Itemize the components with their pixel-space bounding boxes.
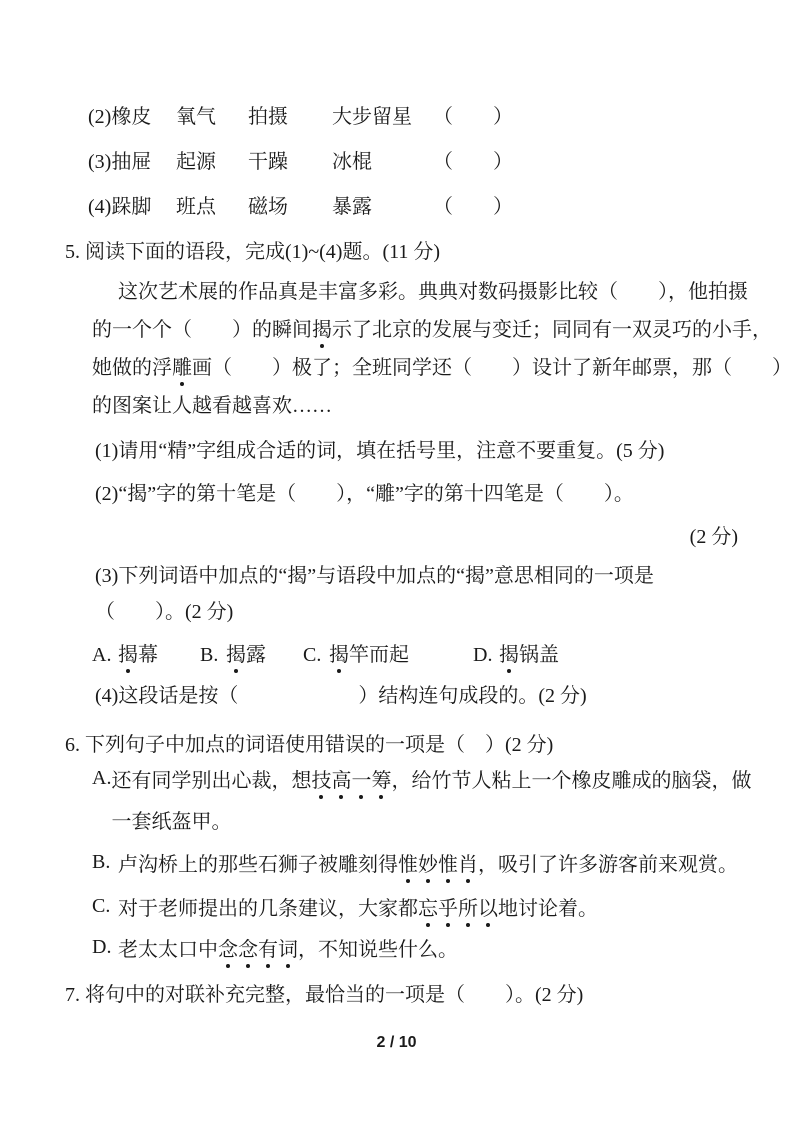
word: 起源 <box>176 151 216 173</box>
option-text: 卢沟桥上的那些石狮子被雕刻得 <box>118 854 398 876</box>
q5-passage-line-2 <box>92 316 772 344</box>
word: 橡皮 <box>111 106 152 128</box>
word: 冰棍 <box>332 151 372 173</box>
passage-text: 示了北京的发展与变迁；同同有一双灵巧的小手， <box>332 319 772 341</box>
word: 跺脚 <box>111 196 152 218</box>
option-label: A. <box>92 644 112 666</box>
emphasized-char: 揭 <box>226 644 246 666</box>
word: 抽屉 <box>111 151 152 173</box>
word-row-label-and-word <box>88 103 176 131</box>
word: 暴露 <box>332 196 372 218</box>
option-text: ，不知说些什么。 <box>298 939 458 961</box>
question-7-header: 7. 将句中的对联补充完整，最恰当的一项是（ ）。(2 分) <box>65 984 584 1006</box>
option-text: 还有同学别出心裁，想 <box>111 770 312 792</box>
emphasized-char: 揭 <box>499 644 519 666</box>
q6-option-a <box>92 767 752 836</box>
q5-sub-question-2: (2)“揭”字的第十笔是（ ），“雕”字的第十四笔是（ ）。 <box>95 483 634 505</box>
passage-text: 她做的浮 <box>92 357 172 379</box>
emphasized-char: 揭 <box>118 644 138 666</box>
option-line-1 <box>118 851 738 879</box>
q6-option-b <box>92 851 738 879</box>
q5-sub-question-1: (1)请用“精”字组成合适的词，填在括号里，注意不要重复。(5 分) <box>95 440 665 462</box>
q5-sub-question-3-line1: (3)下列词语中加点的“揭”与语段中加点的“揭”意思相同的一项是 <box>95 565 654 587</box>
q5-passage-line-1: 这次艺术展的作品真是丰富多彩。典典对数码摄影比较（ ），他拍摄 <box>118 281 748 303</box>
item-label: (2) <box>88 106 112 128</box>
q5-passage-line-4: 的图案让人越看越喜欢…… <box>92 395 332 417</box>
q6-option-c <box>92 895 738 923</box>
word-row-3 <box>88 148 738 176</box>
q5-sub-question-4: (4)这段话是按（ ）结构连句成段的。(2 分) <box>95 685 587 707</box>
q5-sub-question-3-line2: （ ）。(2 分) <box>95 601 234 623</box>
q5-sub3-options <box>92 641 738 669</box>
answer-blank: （ ） <box>433 196 513 218</box>
page-number: 2 / 10 <box>376 1034 417 1051</box>
word-row-2 <box>88 103 738 131</box>
option-text: 幕 <box>138 644 158 666</box>
option-label: B. <box>200 644 219 666</box>
word: 拍摄 <box>248 106 288 128</box>
item-label: (3) <box>88 151 112 173</box>
word-row-label-and-word <box>88 148 176 176</box>
emphasized-phrase: 念念有词 <box>218 939 298 961</box>
option-text-block <box>118 936 738 964</box>
emphasized-phrase: 技高一筹 <box>311 770 391 792</box>
word: 氧气 <box>176 106 216 128</box>
option-label: C. <box>92 895 111 917</box>
option-label: A. <box>92 767 112 789</box>
option-text: 对于老师提出的几条建议，大家都 <box>118 898 418 920</box>
q6-option-d <box>92 936 738 964</box>
word: 班点 <box>176 196 216 218</box>
emphasized-phrase: 惟妙惟肖 <box>398 854 478 876</box>
option-text-block <box>111 767 751 836</box>
q5-sub2-score: (2 分) <box>689 526 738 548</box>
passage-text: 画（ ）极了；全班同学还（ ）设计了新年邮票，那（ ） <box>192 357 792 379</box>
option-text: 锅盖 <box>519 644 559 666</box>
option-text-block <box>118 895 738 923</box>
option-text: 老太太口中 <box>118 939 218 961</box>
option-a <box>92 641 200 669</box>
option-line-1 <box>111 767 751 795</box>
word-row-4 <box>88 193 738 221</box>
option-label: B. <box>92 851 111 873</box>
emphasized-char: 揭 <box>312 319 332 341</box>
passage-text: 的一个个（ ）的瞬间 <box>92 319 312 341</box>
option-line-1 <box>118 895 738 923</box>
word: 大步留星 <box>332 106 412 128</box>
option-text: 竿而起 <box>349 644 409 666</box>
word-row-label-and-word <box>88 193 176 221</box>
option-label: C. <box>303 644 322 666</box>
option-line-1 <box>118 936 738 964</box>
word: 磁场 <box>248 196 288 218</box>
option-c <box>303 641 473 669</box>
question-6-header: 6. 下列句子中加点的词语使用错误的一项是（ ）(2 分) <box>65 734 554 756</box>
option-label: D. <box>92 936 112 958</box>
answer-blank: （ ） <box>433 151 513 173</box>
option-text: 地讨论着。 <box>498 898 598 920</box>
answer-blank: （ ） <box>433 106 513 128</box>
option-d <box>473 641 559 669</box>
word: 干躁 <box>248 151 288 173</box>
question-5-header: 5. 阅读下面的语段，完成(1)~(4)题。(11 分) <box>65 241 441 263</box>
item-label: (4) <box>88 196 112 218</box>
option-text: 露 <box>246 644 266 666</box>
emphasized-phrase: 忘乎所以 <box>418 898 498 920</box>
option-label: D. <box>473 644 493 666</box>
emphasized-char: 雕 <box>172 357 192 379</box>
option-line-2: 一套纸盔甲。 <box>111 811 232 833</box>
emphasized-char: 揭 <box>329 644 349 666</box>
option-text: ，吸引了许多游客前来观赏。 <box>478 854 738 876</box>
option-text-block <box>118 851 738 879</box>
q5-passage-line-3 <box>92 354 792 382</box>
option-text: ，给竹节人粘上一个橡皮雕成的脑袋，做 <box>391 770 752 792</box>
option-b <box>200 641 303 669</box>
